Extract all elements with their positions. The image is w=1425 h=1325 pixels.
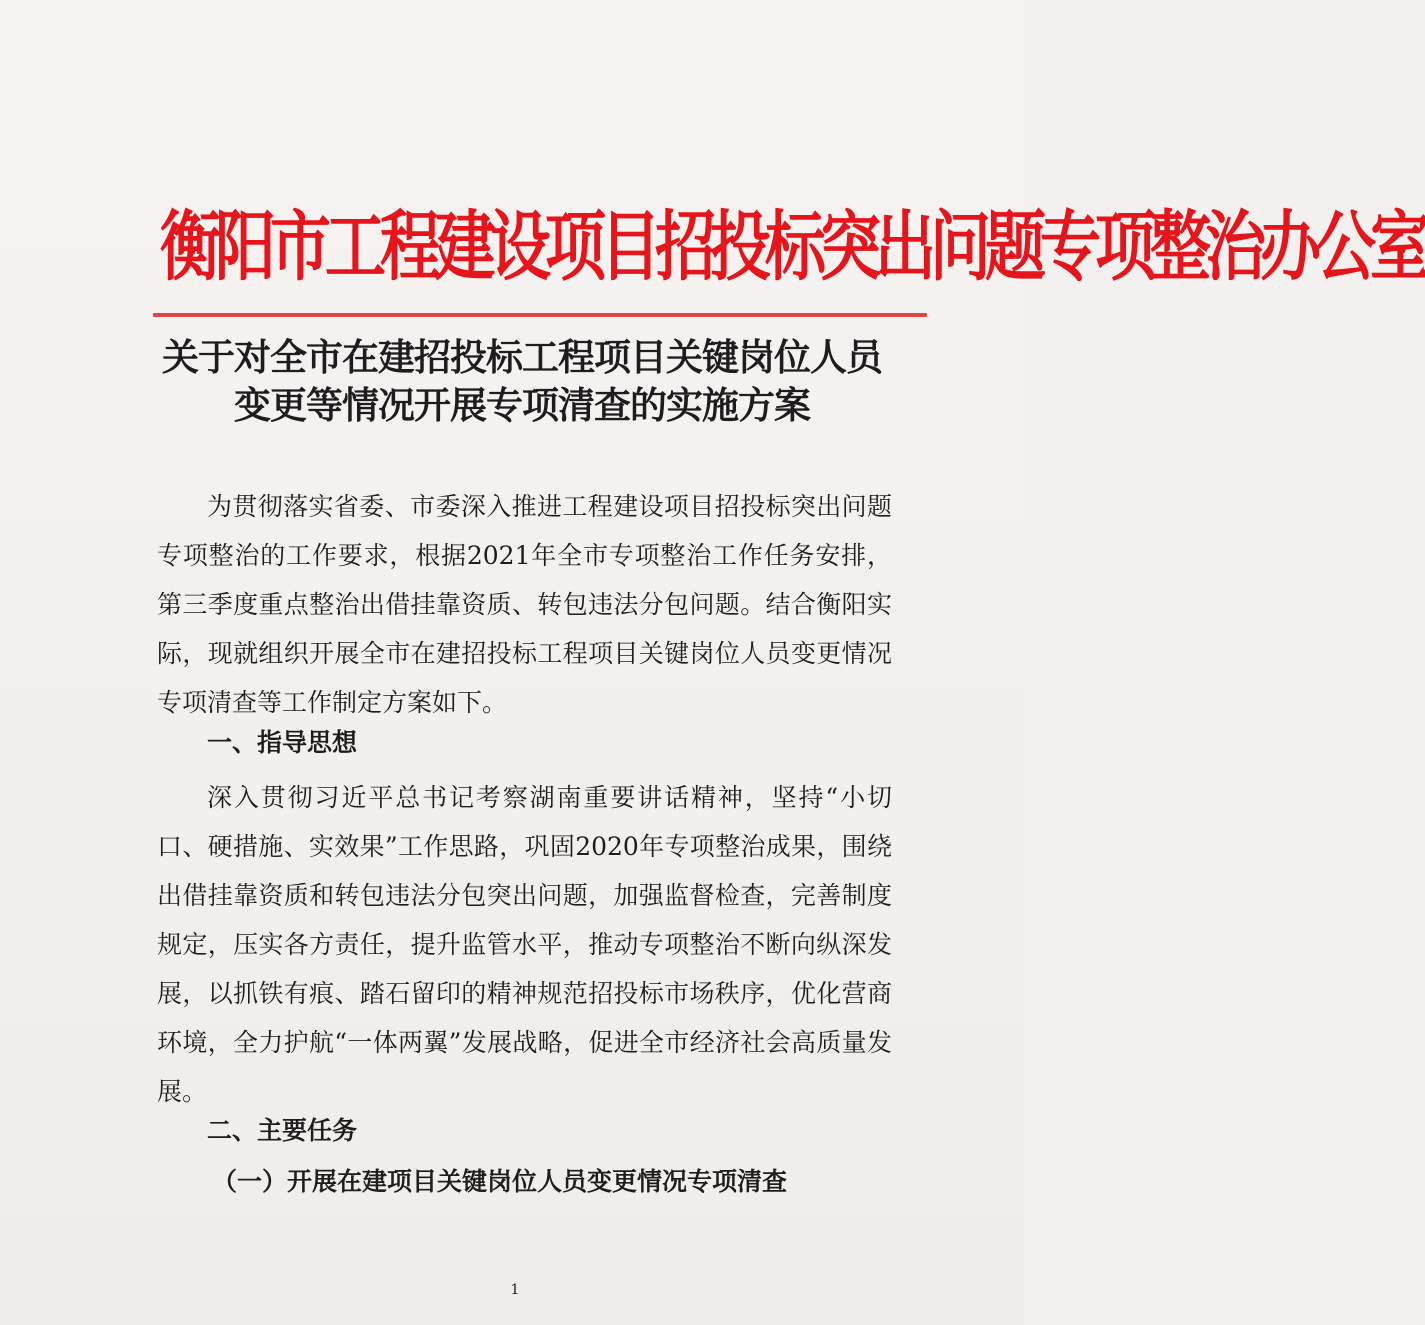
subsection-heading-personnel-change-check: （一）开展在建项目关键岗位人员变更情况专项清查 (212, 1167, 788, 1196)
section-heading-main-tasks: 二、主要任务 (207, 1116, 358, 1145)
page-number: 1 (510, 1282, 520, 1298)
document-title-line-1: 关于对全市在建招投标工程项目关键岗位人员 (162, 335, 882, 379)
document-title-line-2: 变更等情况开展专项清查的实施方案 (234, 383, 810, 427)
section-heading-guiding-principles: 一、指导思想 (207, 728, 358, 757)
guiding-principles-paragraph: 深入贯彻习近平总书记考察湖南重要讲话精神，坚持“小切口、硬措施、实效果”工作思路，巩固2020年专项整治成果，围绕出借挂靠资质和转包违法分包突出问题，加强监督检查，完善制度规定，压实各方责任，提升监管水平，推动专项整治不断向纵深发展，以抓铁有痕、踏石留印的精神规范招投标市场秩序，优化营商环境，全力护航“一体两翼”发展战略，促进全市经济社会高质量发展。 (157, 783, 892, 1106)
intro-paragraph: 为贯彻落实省委、市委深入推进工程建设项目招投标突出问题专项整治的工作要求，根据2021年全市专项整治工作任务安排，第三季度重点整治出借挂靠资质、转包违法分包问题。结合衡阳实际，现就组织开展全市在建招投标工程项目关键岗位人员变更情况专项清查等工作制定方案如下。 (157, 492, 892, 717)
issuing-organization-header: 衡阳市工程建设项目招投标突出问题专项整治办公室 (160, 203, 1425, 292)
red-header-rule (153, 313, 927, 317)
